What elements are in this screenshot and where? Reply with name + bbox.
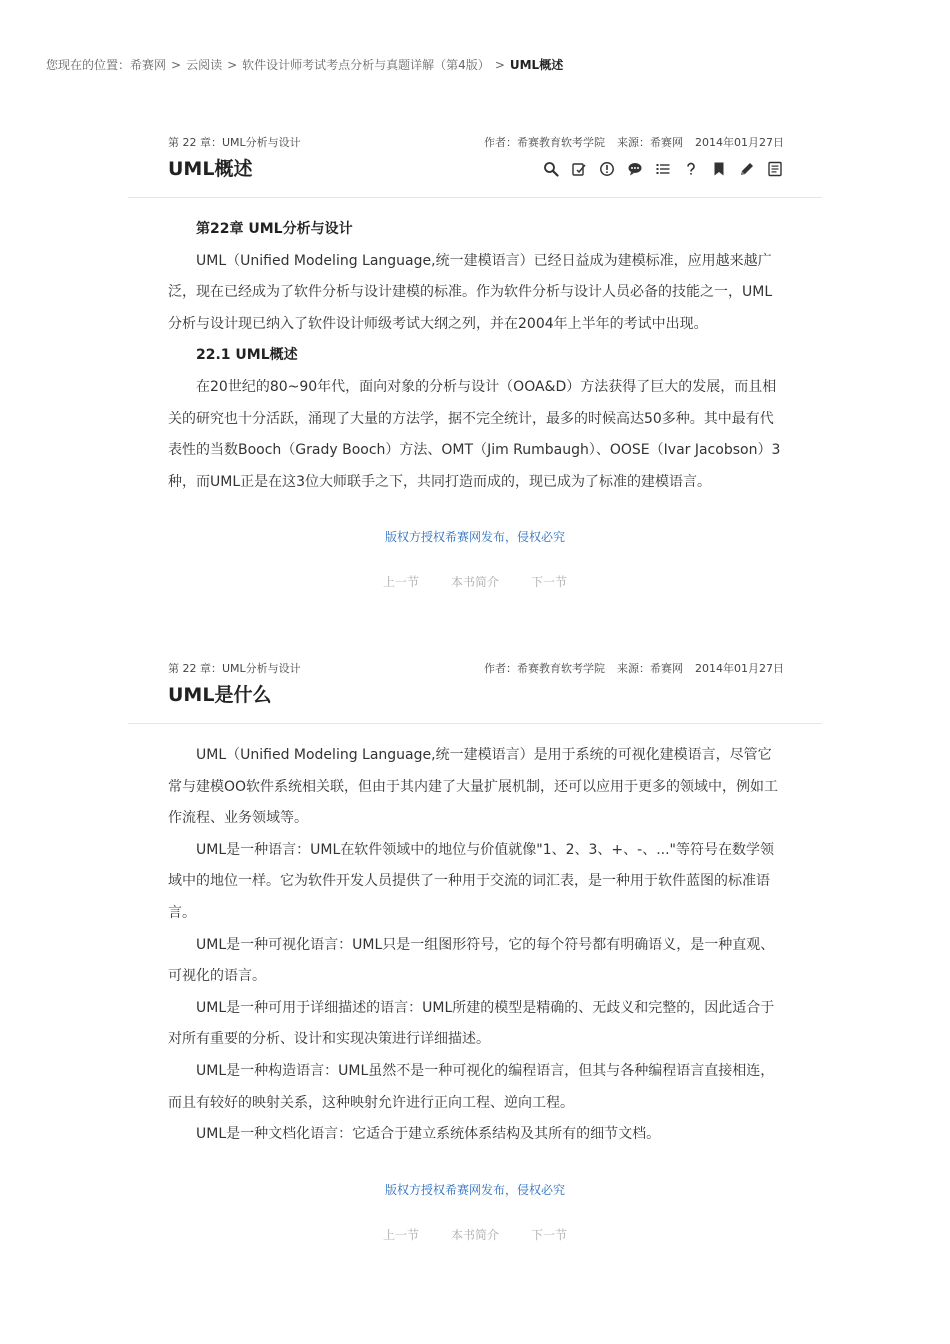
book-intro-link[interactable]: 本书简介 (450, 575, 499, 590)
article-section-1 (128, 132, 822, 590)
author: 作者：希赛教育软考学院 (484, 662, 605, 675)
article-content (128, 724, 822, 1151)
date: 2014年01月27日 (695, 136, 784, 149)
page-title: UML是什么 (168, 684, 272, 706)
chapter-label: 第 22 章：UML分析与设计 (168, 136, 301, 149)
title-row (128, 150, 822, 198)
edit-note-icon[interactable] (570, 160, 588, 178)
copyright-notice: 版权方授权希赛网发布，侵权必究 (384, 1182, 565, 1197)
chapter-label: 第 22 章：UML分析与设计 (168, 662, 301, 675)
author: 作者：希赛教育软考学院 (484, 136, 605, 149)
help-icon[interactable] (682, 160, 700, 178)
next-section-link[interactable]: 下一节 (531, 1227, 568, 1242)
comment-icon[interactable] (626, 160, 644, 178)
meta-info (472, 134, 784, 150)
paragraph: 在20世纪的80~90年代，面向对象的分析与设计（OOA&D）方法获得了巨大的发展，而且相关的研究也十分活跃，涌现了大量的方法学，据不完全统计，最多的时候高达50多种。其中最有代表性的当数Booch（Grady Booch）方法、OMT（Jim Rumbaugh）、OOSE（Ivar Jacobson）3种，而UML正是在这3位大师联手之下，共同打造而成的，现已成为了标准的建模语言。 (168, 378, 781, 490)
next-section-link[interactable]: 下一节 (531, 575, 568, 590)
chapter-heading: 第22章 UML分析与设计 (196, 221, 353, 237)
article-section-2 (128, 658, 822, 1243)
paragraph: UML是一种文档化语言：它适合于建立系统体系结构及其所有的细节文档。 (196, 1126, 661, 1143)
page-title: UML概述 (168, 158, 253, 180)
breadcrumb-separator: > (171, 58, 182, 72)
breadcrumb-item-cloud-read[interactable]: 云阅读 (186, 58, 223, 72)
source: 来源：希赛网 (617, 136, 683, 149)
notes-icon[interactable] (766, 160, 784, 178)
breadcrumb-label: 您现在的位置： (46, 58, 131, 72)
copyright-notice: 版权方授权希赛网发布，侵权必究 (384, 530, 565, 545)
source: 来源：希赛网 (617, 662, 683, 675)
alert-icon[interactable] (598, 160, 616, 178)
prev-section-link[interactable]: 上一节 (382, 1227, 419, 1242)
breadcrumb (46, 56, 563, 73)
breadcrumb-item-book[interactable]: 软件设计师考试考点分析与真题详解（第4版） (242, 58, 490, 72)
paragraph: UML（Unified Modeling Language,统一建模语言）是用于系统的可视化建模语言，尽管它常与建模OO软件系统相关联，但由于其内建了大量扩展机制，还可以应用于更多的领域中，例如工作流程、业务领域等。 (168, 747, 779, 827)
paragraph: UML（Unified Modeling Language,统一建模语言）已经日益成为建模标准，应用越来越广泛，现在已经成为了软件分析与设计建模的标准。作为软件分析与设计人员必备的技能之一，UML分析与设计现已纳入了软件设计师级考试大纲之列，并在2004年上半年的考试中出现。 (168, 252, 773, 332)
paragraph: UML是一种构造语言：UML虽然不是一种可视化的编程语言，但其与各种编程语言直接相连，而且有较好的映射关系，这种映射允许进行正向工程、逆向工程。 (168, 1062, 775, 1111)
list-icon[interactable] (654, 160, 672, 178)
search-icon[interactable] (542, 160, 560, 178)
article-content (128, 198, 822, 498)
reader-toolbar (542, 160, 784, 178)
paragraph: UML是一种可用于详细描述的语言：UML所建的模型是精确的、无歧义和完整的，因此适合于对所有重要的分析、设计和实现决策进行详细描述。 (168, 999, 775, 1048)
breadcrumb-item-home[interactable]: 希赛网 (130, 58, 167, 72)
title-row (128, 676, 822, 724)
pager (128, 1226, 822, 1243)
bookmark-icon[interactable] (710, 160, 728, 178)
book-intro-link[interactable]: 本书简介 (450, 1227, 499, 1242)
breadcrumb-item-current: UML概述 (509, 58, 564, 72)
article-meta (128, 658, 822, 676)
date: 2014年01月27日 (695, 662, 784, 675)
meta-info (472, 660, 784, 676)
pencil-icon[interactable] (738, 160, 756, 178)
breadcrumb-separator: > (494, 58, 505, 72)
breadcrumb-separator: > (227, 58, 238, 72)
paragraph: UML是一种语言：UML在软件领域中的地位与价值就像"1、2、3、+、-、..."等符号在数学领域中的地位一样。它为软件开发人员提供了一种用于交流的词汇表，是一种用于软件蓝图的标准语言。 (168, 841, 774, 921)
article-meta (128, 132, 822, 150)
paragraph: UML是一种可视化语言：UML只是一组图形符号，它的每个符号都有明确语义，是一种直观、可视化的语言。 (168, 936, 775, 985)
prev-section-link[interactable]: 上一节 (382, 575, 419, 590)
section-heading: 22.1 UML概述 (196, 347, 298, 364)
pager (128, 573, 822, 590)
